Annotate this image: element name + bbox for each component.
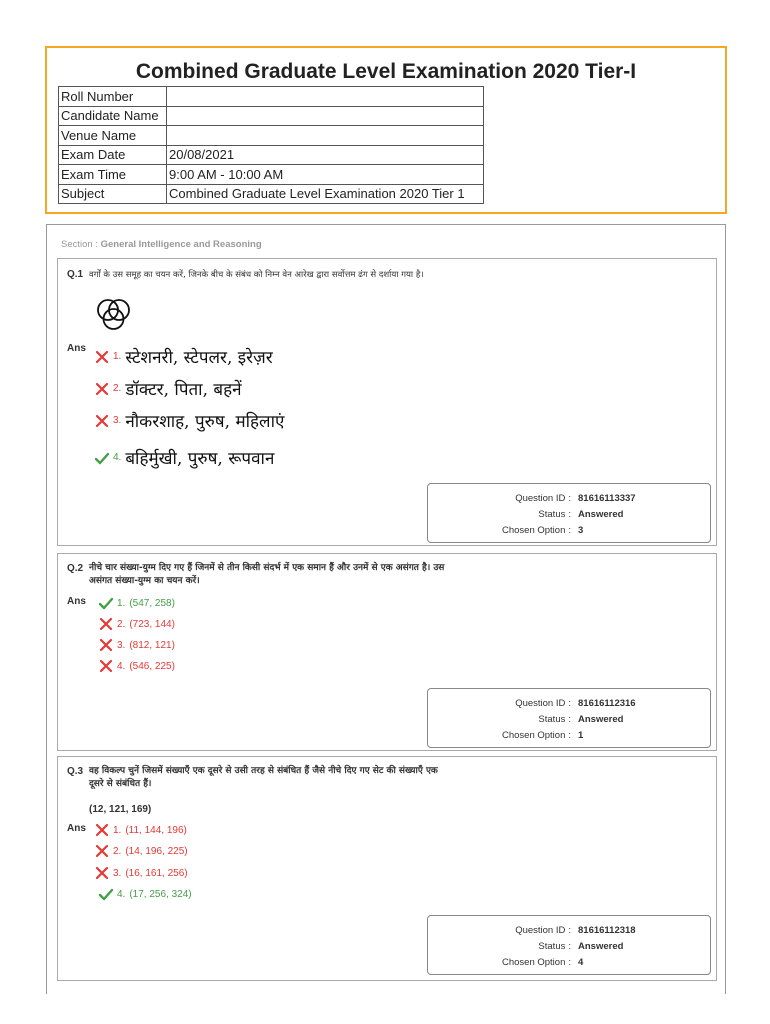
info-row-exam-date [59,145,484,165]
chosen-option-label: Chosen Option : [501,730,571,741]
option-4 [94,446,274,469]
cross-icon [94,350,110,364]
option-number: 2. [113,383,122,394]
option-1 [94,345,273,368]
option-text: डॉक्टर, पिता, बहनें [125,380,242,400]
option-text: (11, 144, 196) [125,824,187,836]
answer-label: Ans [67,596,86,607]
option-text: (17, 256, 324) [129,888,192,900]
cross-icon [94,414,110,428]
option-number: 3. [113,415,122,426]
option-3 [94,409,284,432]
question-id-value: 81616112318 [578,925,636,936]
option-2 [94,377,242,400]
option-number: 4. [117,888,126,900]
cross-icon [98,638,114,652]
info-label: Subject [59,184,167,204]
option-text: (14, 196, 225) [125,845,188,857]
option-2 [98,617,175,631]
check-icon [94,451,110,465]
info-row-exam-time [59,165,484,185]
option-text: (812, 121) [129,639,175,651]
info-label: Exam Time [59,165,167,185]
question-card-1 [57,258,717,546]
status-label: Status : [538,509,571,520]
option-number: 1. [113,824,122,836]
question-number: Q.1 [67,269,84,280]
venn-diagram-icon [94,297,134,333]
question-text-line-1: वह विकल्प चुनें जिसमें संख्याएँ एक दूसरे से उसी तरह से संबंधित हैं जैसे नीचे दिए गए सेट की संख्याएँ एक [89,766,438,776]
info-value: Combined Graduate Level Examination 2020 Tier 1 [167,184,484,204]
info-label: Roll Number [59,87,167,107]
option-text: (16, 161, 256) [125,867,188,879]
question-text-line-1: नीचे चार संख्या-युग्म दिए गए हैं जिनमें से तीन किसी संदर्भ में एक समान हैं और उनमें से एक असंगत है। उस [89,563,445,573]
answer-label: Ans [67,343,86,354]
status-label: Status : [538,941,571,952]
option-4 [98,887,192,901]
chosen-option-value: 4 [578,957,584,968]
info-row-candidate-name [59,106,484,126]
status-value: Answered [578,714,624,725]
question-number: Q.2 [67,563,84,574]
option-4 [98,659,175,673]
option-2 [94,844,188,858]
question-card-3 [57,756,717,981]
question-text: वर्गों के उस समूह का चयन करें, जिनके बीच के संबंध को निम्न वेन आरेख द्वारा सर्वोत्तम ढंग से दर्शाया गया है। [89,270,424,280]
info-value [167,87,484,107]
question-text-line-2: दूसरे से संबंधित हैं। [89,779,152,789]
cross-icon [94,823,110,837]
exam-title: Combined Graduate Level Examination 2020 Tier-I [135,60,637,83]
chosen-option-value: 3 [578,525,584,536]
option-number: 3. [117,639,126,651]
question-info-card [427,688,711,748]
chosen-option-label: Chosen Option : [501,525,571,536]
option-text: नौकरशाह, पुरुष, महिलाएं [125,412,285,432]
option-number: 3. [113,867,122,879]
chosen-option-label: Chosen Option : [501,957,571,968]
question-id-value: 81616113337 [578,493,636,504]
cross-icon [98,659,114,673]
option-number: 4. [113,452,122,463]
option-number: 2. [117,618,126,630]
question-id-label: Question ID : [515,493,571,504]
cross-icon [94,844,110,858]
question-id-value: 81616112316 [578,698,636,709]
cross-icon [98,617,114,631]
status-value: Answered [578,509,624,520]
info-value [167,106,484,126]
info-row-roll-number [59,87,484,107]
option-3 [98,638,175,652]
option-1 [98,596,175,610]
cross-icon [94,866,110,880]
info-label: Venue Name [59,126,167,146]
info-label: Candidate Name [59,106,167,126]
info-label: Exam Date [59,145,167,165]
question-card-2 [57,553,717,751]
question-info-card [427,915,711,975]
option-number: 4. [117,660,126,672]
status-value: Answered [578,941,624,952]
question-number: Q.3 [67,766,84,777]
option-1 [94,823,187,837]
check-icon [98,887,114,901]
option-text: (547, 258) [129,597,175,609]
given-set: (12, 121, 169) [89,804,152,815]
option-number: 2. [113,845,122,857]
question-id-label: Question ID : [515,698,571,709]
cross-icon [94,382,110,396]
exam-header [45,46,727,214]
info-value [167,126,484,146]
option-number: 1. [113,351,122,362]
section-title [61,239,262,250]
question-text-line-2: असंगत संख्या-युग्म का चयन करें। [89,576,200,586]
section-name: General Intelligence and Reasoning [100,239,262,250]
question-paper [46,224,726,994]
section-prefix: Section : [61,239,101,250]
info-row-venue-name [59,126,484,146]
candidate-info-table [58,86,484,204]
info-value: 20/08/2021 [167,145,484,165]
option-text: (723, 144) [129,618,175,630]
question-id-label: Question ID : [515,925,571,936]
answer-label: Ans [67,823,86,834]
info-value: 9:00 AM - 10:00 AM [167,165,484,185]
chosen-option-value: 1 [578,730,584,741]
option-3 [94,866,188,880]
check-icon [98,596,114,610]
option-text: (546, 225) [129,660,175,672]
option-number: 1. [117,597,126,609]
info-row-subject [59,184,484,204]
status-label: Status : [538,714,571,725]
option-text: स्टेशनरी, स्टेपलर, इरेज़र [125,348,273,368]
question-info-card [427,483,711,543]
option-text: बहिर्मुखी, पुरुष, रूपवान [125,449,275,469]
